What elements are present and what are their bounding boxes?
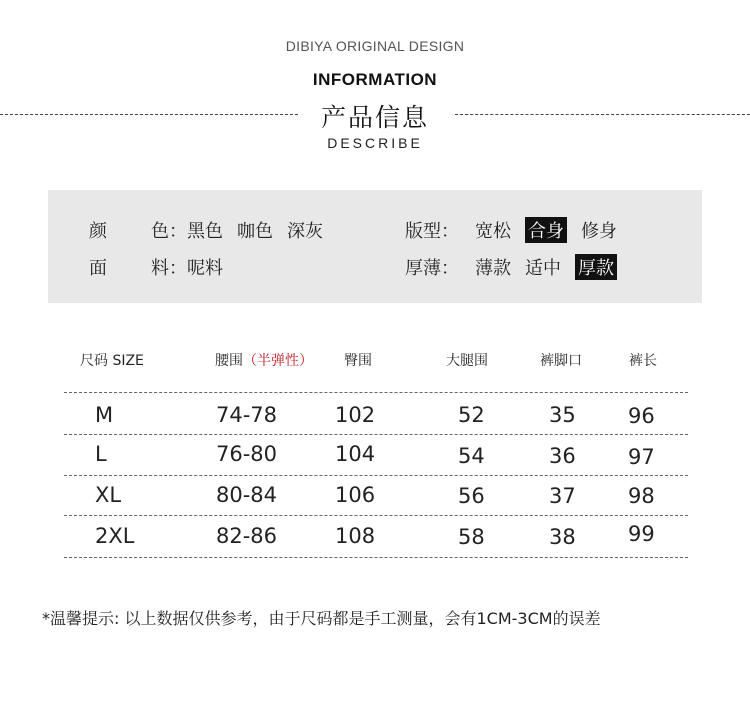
cell-hem: 35 — [549, 403, 576, 427]
header-hem: 裤脚口 — [540, 353, 582, 369]
cell-length: 96 — [628, 404, 655, 428]
fabric-row — [89, 254, 237, 280]
cell-thigh: 54 — [458, 444, 485, 468]
cell-size: M — [95, 403, 114, 427]
fabric-value: 呢料 — [187, 258, 223, 279]
fit-row — [405, 217, 631, 243]
fit-label: 版型： — [405, 221, 459, 242]
cell-size: L — [95, 442, 107, 466]
fabric-label-b: 料： — [151, 258, 187, 279]
cell-hip: 102 — [335, 403, 376, 427]
fabric-label-a: 面 — [89, 258, 107, 279]
thickness-label: 厚薄： — [405, 258, 459, 279]
cell-length: 99 — [628, 522, 655, 546]
measurement-disclaimer: *温馨提示: 以上数据仅供参考，由于尺码都是手工测量，会有1CM-3CM的误差 — [42, 609, 601, 628]
thickness-option-medium: 适中 — [525, 258, 561, 279]
header-length: 裤长 — [629, 353, 657, 369]
cell-size: XL — [95, 483, 122, 507]
fit-option-regular: 合身 — [525, 217, 567, 243]
brand-name: DIBIYA ORIGINAL DESIGN — [285, 38, 465, 54]
cell-waist: 80-84 — [216, 483, 278, 507]
cell-hip: 104 — [335, 442, 376, 466]
cell-waist: 76-80 — [216, 442, 278, 466]
fit-option-slim: 修身 — [581, 221, 617, 242]
header-size: 尺码 SIZE — [80, 353, 144, 369]
table-divider — [64, 475, 688, 476]
table-divider — [64, 434, 688, 435]
header-waist-label: 腰围 — [215, 353, 243, 369]
header-hip: 臀围 — [344, 353, 372, 369]
section-subtitle: DESCRIBE — [327, 135, 423, 151]
thickness-option-thin: 薄款 — [475, 258, 511, 279]
thickness-row — [405, 254, 631, 280]
fit-option-loose: 宽松 — [475, 221, 511, 242]
title-divider-right — [455, 114, 750, 115]
cell-length: 97 — [628, 445, 655, 469]
table-divider — [64, 392, 688, 393]
cell-waist: 74-78 — [216, 403, 278, 427]
cell-waist: 82-86 — [216, 524, 278, 548]
section-title-en: INFORMATION — [312, 70, 438, 89]
cell-thigh: 58 — [458, 525, 485, 549]
color-label-a: 颜 — [89, 221, 107, 242]
header-waist-note: （半弹性） — [243, 353, 313, 369]
color-option-black: 黑色 — [187, 221, 223, 242]
cell-hem: 37 — [549, 484, 576, 508]
header-waist — [215, 350, 313, 370]
header-thigh: 大腿围 — [446, 353, 488, 369]
cell-thigh: 56 — [458, 484, 485, 508]
color-option-coffee: 咖色 — [237, 221, 273, 242]
table-divider — [64, 515, 688, 516]
section-title-cn: 产品信息 — [320, 103, 429, 132]
color-row — [89, 217, 337, 243]
color-label-b: 色： — [151, 221, 187, 242]
cell-hem: 36 — [549, 444, 576, 468]
product-info-panel — [48, 190, 702, 303]
color-option-dark-gray: 深灰 — [287, 221, 323, 242]
cell-thigh: 52 — [458, 403, 485, 427]
cell-hip: 106 — [335, 483, 376, 507]
cell-size: 2XL — [95, 524, 135, 548]
thickness-option-thick: 厚款 — [575, 254, 617, 280]
table-divider — [64, 557, 688, 558]
cell-length: 98 — [628, 484, 655, 508]
cell-hip: 108 — [335, 524, 376, 548]
cell-hem: 38 — [549, 525, 576, 549]
